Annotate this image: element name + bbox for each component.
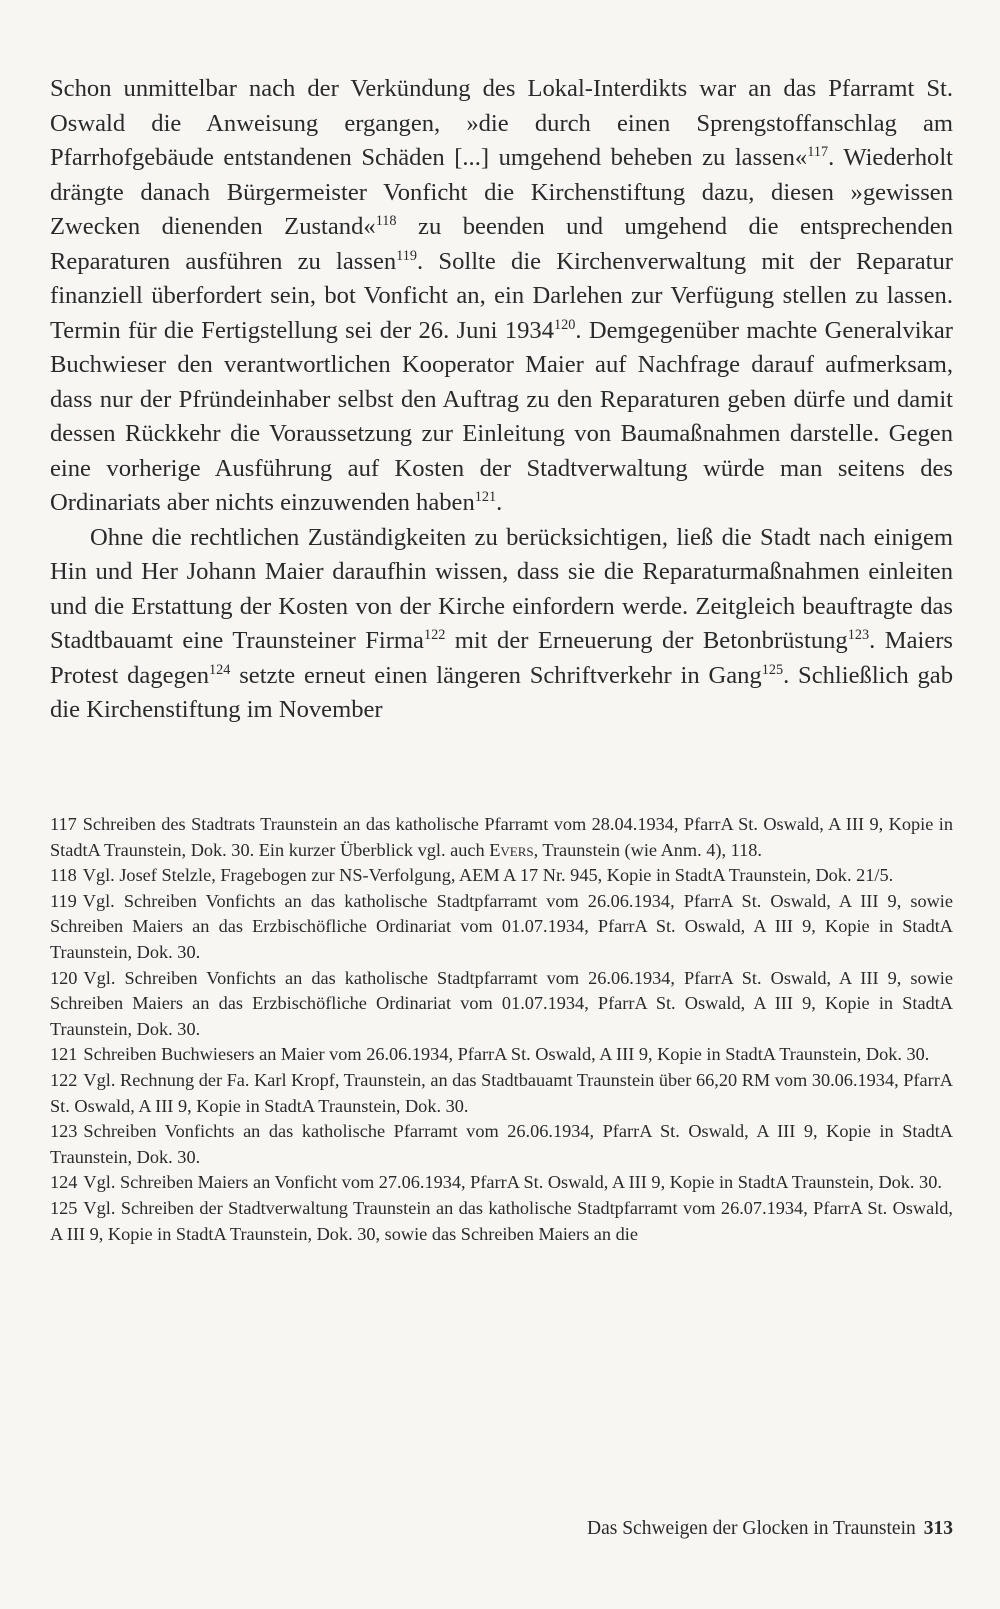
paragraph-2: Ohne die rechtlichen Zuständigkeiten zu berücksichtigen, ließ die Stadt nach einigem Hin und Her Johann Maier daraufhin wissen, dass sie die Reparaturmaßnahmen einleiten und die Erstattung der Kosten von der Kirche einfordern werde. Zeitgleich beauftragte das Stadtbauamt eine Traunsteiner Firma$^{122}$ mit der Erneuerung der Betonbrüstung$^{123}$. Maiers Protest dagegen$^{124}$ setzte erneut einen längeren Schriftverkehr in Gang$^{125}$. Schließlich gab die Kirchenstiftung im November [50,523,953,723]
footnote-number: 121 [50,1044,78,1065]
footnote-number: 119 [50,890,77,911]
footnote-number: 117 [50,814,77,834]
footnote-ref-121[interactable]: 121 [474,488,497,505]
footnote-number: 118 [50,865,77,886]
main-text [50,72,953,728]
footnote-ref-117[interactable]: 117 [807,143,829,160]
footnotes [50,812,953,1247]
footnote-124: 124 Vgl. Schreiben Maiers an Vonficht vom 27.06.1934, PfarrA St. Oswald, A III 9, Kopie in StadtA Traunstein, Dok. 30. [50,1172,942,1193]
footnote-ref-123[interactable]: 123 [847,626,870,643]
footnote-117: 117 Schreiben des Stadtrats Traunstein an das katholische Pfarramt vom 28.04.1934, PfarrA St. Oswald, A III 9, Kopie in StadtA Traunstein, Dok. 30. Ein kurzer Überblick vgl. auch Evers, Traunstein (wie Anm. 4), 118. [50,814,953,860]
footnote-number: 125 [50,1197,78,1218]
footnote-123: 123 Schreiben Vonfichts an das katholische Pfarramt vom 26.06.1934, PfarrA St. Oswald, A III 9, Kopie in StadtA Traunstein, Dok. 30. [50,1121,953,1167]
footnote-number: 120 [50,967,78,988]
running-title: Das Schweigen der Glocken in Traunstein [587,1518,916,1539]
footnote-ref-120[interactable]: 120 [554,316,576,333]
footnote-number: 124 [50,1172,78,1193]
footnote-122: 122 Vgl. Rechnung der Fa. Karl Kropf, Traunstein, an das Stadtbauamt Traunstein über 66,20 RM vom 30.06.1934, PfarrA St. Oswald, A III 9, Kopie in StadtA Traunstein, Dok. 30. [50,1069,953,1116]
author-name-small-caps: Evers [489,839,534,860]
footnote-ref-122[interactable]: 122 [423,626,446,643]
footnote-ref-119[interactable]: 119 [396,247,418,264]
footnote-ref-125[interactable]: 125 [761,661,784,678]
footnote-number: 123 [50,1121,78,1142]
footnote-ref-118[interactable]: 118 [375,212,397,229]
footnote-121: 121 Schreiben Buchwiesers an Maier vom 26.06.1934, PfarrA St. Oswald, A III 9, Kopie in StadtA Traunstein, Dok. 30. [50,1044,930,1065]
footnote-125: 125 Vgl. Schreiben der Stadtverwaltung Traunstein an das katholische Stadtpfarramt vom 26.07.1934, PfarrA St. Oswald, A III 9, Kopie in StadtA Traunstein, Dok. 30, sowie das Schreiben Maiers an die [50,1197,953,1244]
footnote-number: 122 [50,1069,78,1090]
page-number: 313 [923,1518,953,1539]
footnote-118: 118 Vgl. Josef Stelzle, Fragebogen zur NS-Verfolgung, AEM A 17 Nr. 945, Kopie in StadtA Traunstein, Dok. 21/5. [50,865,894,886]
paragraph-1: Schon unmittelbar nach der Verkündung des Lokal-Interdikts war an das Pfarramt St. Oswald die Anweisung ergangen, »die durch einen Sprengstoffanschlag am Pfarrhofgebäude entstandenen Schäden [...] umgehend beheben zu lassen«$^{117}$. Wiederholt drängte danach Bürgermeister Vonficht die Kirchenstiftung dazu, diesen »gewissen Zwecken dienenden Zustand«$^{118}$ zu beenden und umgehend die entsprechenden Reparaturen ausführen zu lassen$^{119}$. Sollte die Kirchenverwaltung mit der Reparatur finanziell überfordert sein, bot Vonficht an, ein Darlehen zur Verfügung stellen zu lassen. Termin für die Fertigstellung sei der 26. Juni 1934$^{120}$. Demgegenüber machte Generalvikar Buchwieser den verantwortlichen Kooperator Maier auf Nachfrage darauf aufmerksam, dass nur der Pfründeinhaber selbst den Auftrag zu den Reparaturen geben dürfe und damit dessen Rückkehr die Voraussetzung zur Einleitung von Baumaßnahmen darstelle. Gegen eine vorherige Ausführung auf Kosten der Stadtverwaltung würde man seitens des Ordinariats aber nichts einzuwenden haben$^{121}$. [50,75,953,516]
footnote-120: 120 Vgl. Schreiben Vonfichts an das katholische Stadtpfarramt vom 26.06.1934, PfarrA St. Oswald, A III 9, sowie Schreiben Maiers an das Erzbischöfliche Ordinariat vom 01.07.1934, PfarrA St. Oswald, A III 9, Kopie in StadtA Traunstein, Dok. 30. [50,967,953,1039]
footnote-ref-124[interactable]: 124 [209,661,231,678]
footnote-119: 119 Vgl. Schreiben Vonfichts an das katholische Stadtpfarramt vom 26.06.1934, PfarrA St. Oswald, A III 9, sowie Schreiben Maiers an das Erzbischöfliche Ordinariat vom 01.07.1934, PfarrA St. Oswald, A III 9, Kopie in StadtA Traunstein, Dok. 30. [50,890,953,962]
page-footer [50,1518,953,1540]
